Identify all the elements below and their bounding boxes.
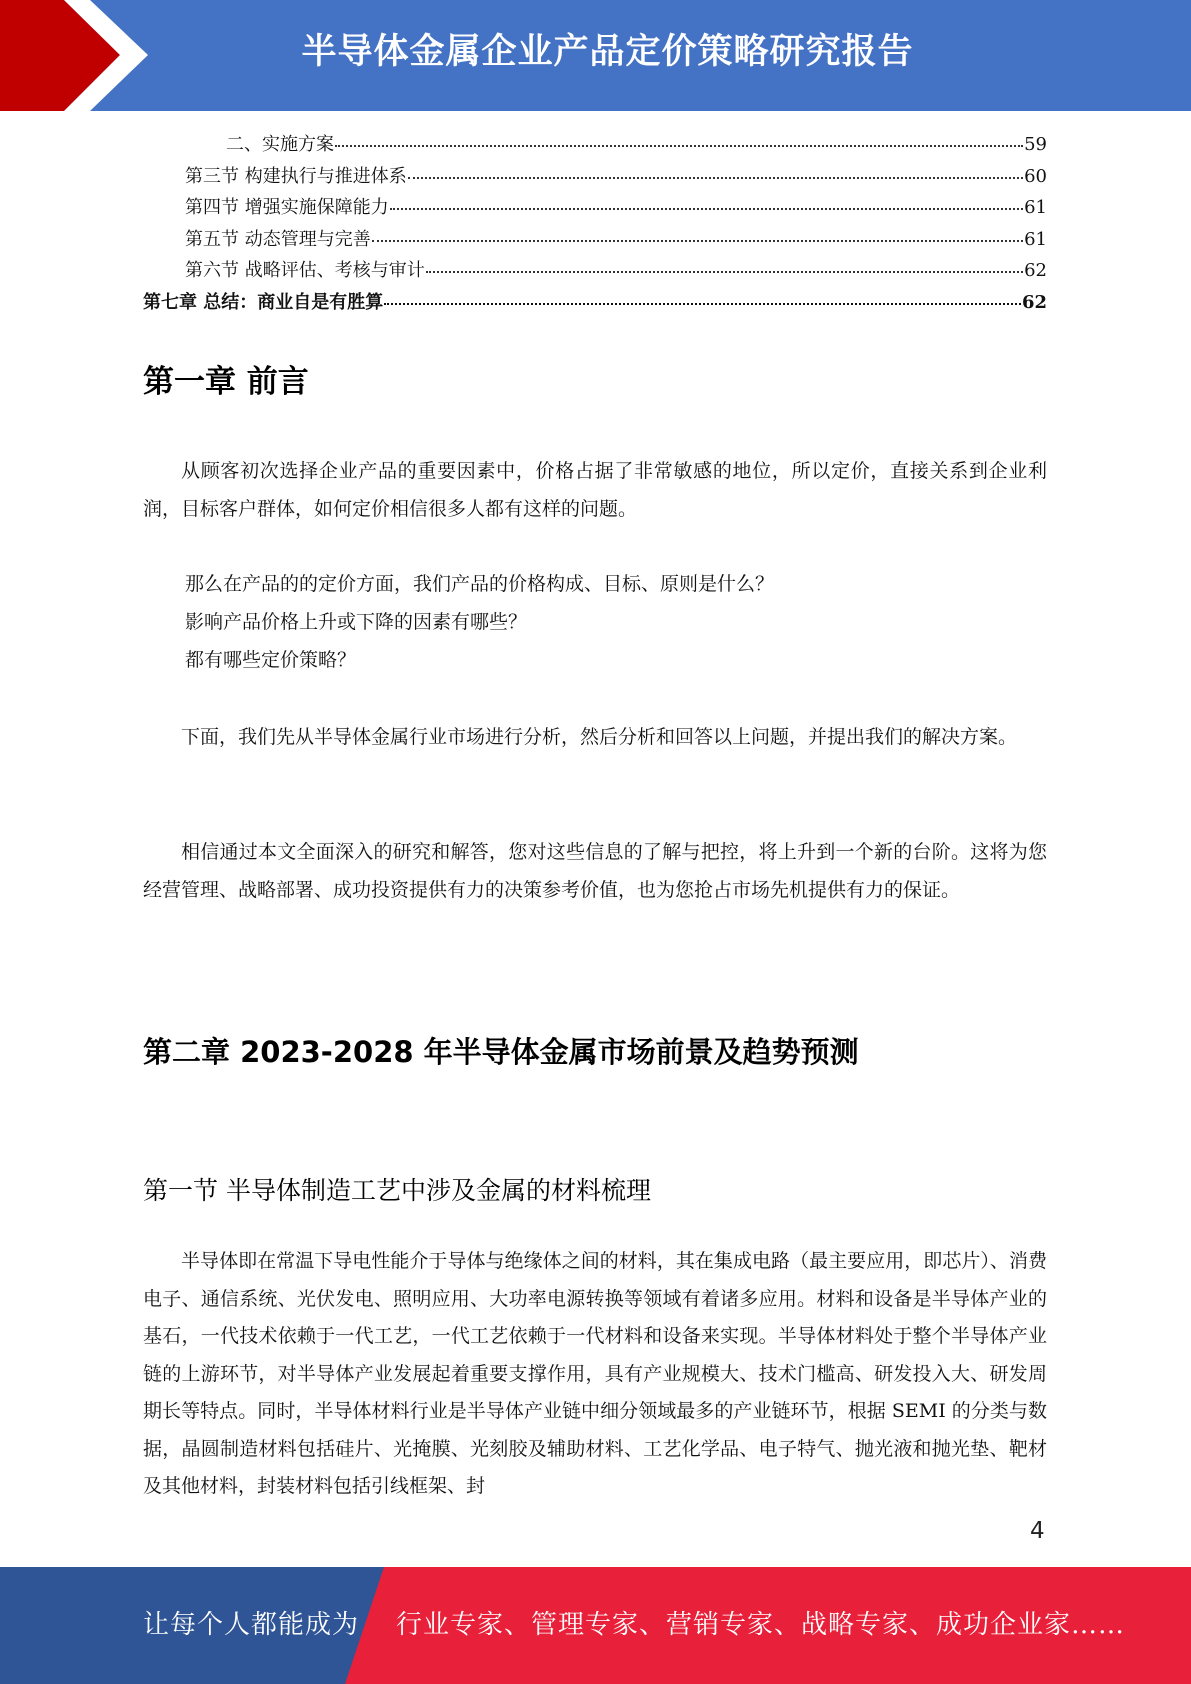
toc-entry-title: 第七章 总结：商业自是有胜算 [143,291,384,313]
toc-leader-dots [384,302,1021,305]
toc-leader-dots [390,207,1023,210]
toc-entry-chapter[interactable] [143,288,1047,320]
toc-entry-title: 二、实施方案 [226,134,334,155]
toc-entry-title: 第三节 构建执行与推进体系 [185,165,407,187]
section-1-heading: 第一节 半导体制造工艺中涉及金属的材料梳理 [143,1176,651,1205]
section-1-paragraph-1: 半导体即在常温下导电性能介于导体与绝缘体之间的材料，其在集成电路（最主要应用，即芯片）、消费电子、通信系统、光伏发电、照明应用、大功率电源转换等领域有着诸多应用。材料和设备是半导体产业的基石，一代技术依赖于一代工艺，一代工艺依赖于一代材料和设备来实现。半导体材料处于整个半导体产业链的上游环节，对半导体产业发展起着重要支撑作用，具有产业规模大、技术门槛高、研发投入大、研发周期长等特点。同时，半导体材料行业是半导体产业链中细分领域最多的产业链环节，根据 SEMI 的分类与数据，晶圆制造材料包括硅片、光掩膜、光刻胶及辅助材料、工艺化学品、电子特气、抛光液和抛光垫、靶材及其他材料，封装材料包括引线框架、封 [143,1250,1047,1497]
toc-entry[interactable] [143,193,1047,225]
page-footer [0,1567,1191,1684]
toc-leader-dots [426,270,1023,273]
chapter-2-heading: 第二章 2023-2028 年半导体金属市场前景及趋势预测 [143,1035,859,1069]
toc-entry-page: 60 [1024,165,1047,187]
report-title: 半导体金属企业产品定价策略研究报告 [301,32,914,72]
toc-entry-title: 第五节 动态管理与完善 [185,228,371,250]
toc-entry[interactable] [143,130,1047,162]
toc-entry[interactable] [143,162,1047,194]
page-header [0,0,1191,111]
toc-entry-page: 59 [1024,134,1047,155]
toc-entry-page: 62 [1024,260,1047,281]
toc-leader-dots [335,144,1023,147]
page-number: 4 [1030,1518,1045,1544]
chapter-1-question-2: 影响产品价格上升或下降的因素有哪些？ [185,611,528,633]
toc-entry-page: 62 [1021,291,1047,313]
footer-slogan-left: 让每个人都能成为 [143,1610,360,1640]
toc-entry-title: 第六节 战略评估、考核与审计 [185,260,425,281]
toc-entry[interactable] [143,256,1047,288]
toc-entry-title: 第四节 增强实施保障能力 [185,197,389,218]
chapter-1-paragraph-2: 下面，我们先从半导体金属行业市场进行分析，然后分析和回答以上问题，并提出我们的解决方案。 [181,726,1018,748]
chapter-1-heading: 第一章 前言 [143,364,309,400]
toc-entry[interactable] [143,225,1047,257]
toc-entry-page: 61 [1024,197,1047,218]
table-of-contents [143,130,1047,319]
footer-slogan-right: 行业专家、管理专家、营销专家、战略专家、成功企业家…… [396,1610,1126,1640]
chapter-1-paragraph-3: 相信通过本文全面深入的研究和解答，您对这些信息的了解与把控，将上升到一个新的台阶。这将为您经营管理、战略部署、成功投资提供有力的决策参考价值，也为您抢占市场先机提供有力的保证。 [143,841,1047,901]
chapter-1-question-1: 那么在产品的的定价方面，我们产品的价格构成、目标、原则是什么？ [185,573,775,595]
toc-leader-dots [408,176,1023,179]
toc-entry-page: 61 [1024,228,1047,250]
toc-leader-dots [372,239,1023,242]
chapter-1-question-3: 都有哪些定价策略？ [185,649,357,671]
chapter-1-paragraph-1: 从顾客初次选择企业产品的重要因素中，价格占据了非常敏感的地位，所以定价，直接关系到企业利润，目标客户群体，如何定价相信很多人都有这样的问题。 [143,460,1047,520]
